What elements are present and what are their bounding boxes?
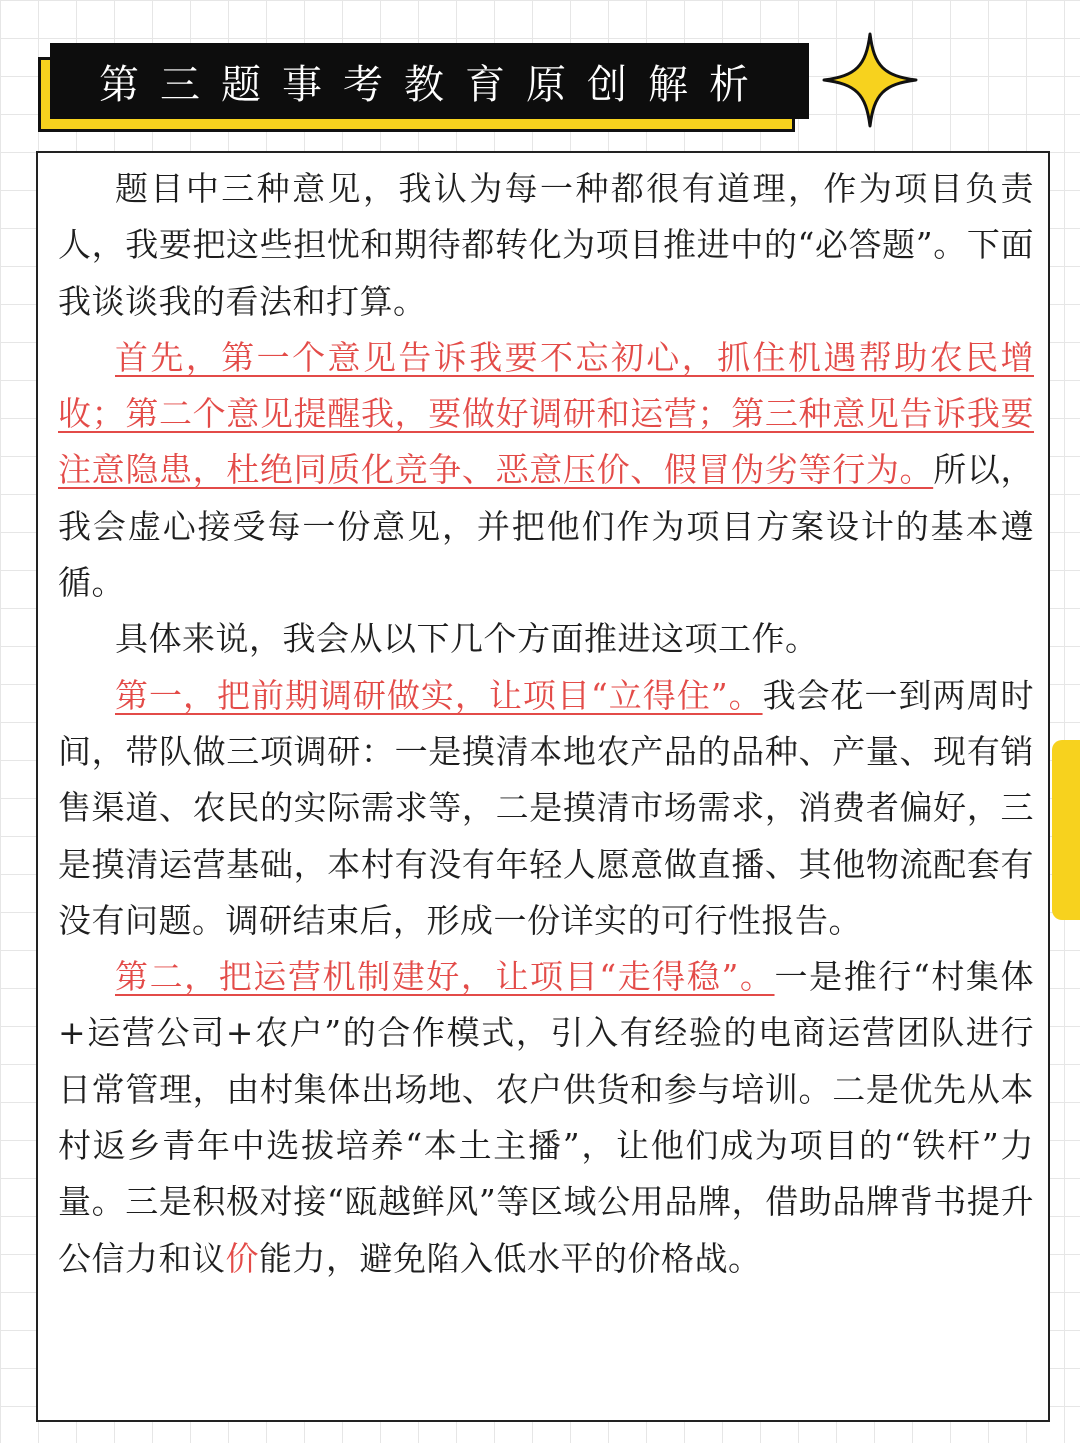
step-two-details-b: 能力，避免陷入低水平的价格战。 — [259, 1238, 762, 1278]
page-title: 第三题事考教育原创解析 — [50, 43, 809, 119]
paragraph-opinions — [58, 330, 1034, 611]
step-two-red-char: 价 — [225, 1238, 259, 1278]
paragraph-step-two — [58, 949, 1034, 1287]
answer-text-box — [36, 151, 1050, 1422]
highlight-step-two: 第二，把运营机制建好，让项目“走得稳”。 — [115, 957, 775, 997]
highlight-step-one: 第一，把前期调研做实，让项目“立得住”。 — [115, 675, 763, 715]
four-point-sparkle-icon — [820, 30, 920, 130]
paragraph-step-one — [58, 668, 1034, 949]
paragraph-transition: 具体来说，我会从以下几个方面推进这项工作。 — [115, 619, 819, 659]
step-two-details-a: 一是推行“村集体+运营公司+农户”的合作模式，引入有经验的电商运营团队进行日常管理，由村集体出场地、农户供货和参与培训。二是优先从本村返乡青年中选拔培养“本土主播”，让他们成为项目的“铁杆”力量。三是积极对接“瓯越鲜风”等区域公用品牌，借助品牌背书提升公信力和议 — [58, 957, 1035, 1278]
highlight-opinions-summary: 首先，第一个意见告诉我要不忘初心，抓住机遇帮助农民增收；第二个意见提醒我，要做好调研和运营；第三种意见告诉我要注意隐患，杜绝同质化竞争、恶意压价、假冒伪劣等行为。 — [58, 337, 1034, 490]
side-tab-decoration — [1052, 740, 1080, 920]
step-one-details: 我会花一到两周时间，带队做三项调研：一是摸清本地农产品的品种、产量、现有销售渠道、农民的实际需求等，二是摸清市场需求，消费者偏好，三是摸清运营基础，本村有没有年轻人愿意做直播、其他物流配套有没有问题。调研结束后，形成一份详实的可行性报告。 — [58, 675, 1034, 940]
paragraph-intro: 题目中三种意见，我认为每一种都很有道理，作为项目负责人，我要把这些担忧和期待都转化为项目推进中的“必答题”。下面我谈谈我的看法和打算。 — [58, 169, 1034, 321]
opinions-conclusion: 所以，我会虚心接受每一份意见，并把他们作为项目方案设计的基本遵循。 — [58, 450, 1035, 603]
